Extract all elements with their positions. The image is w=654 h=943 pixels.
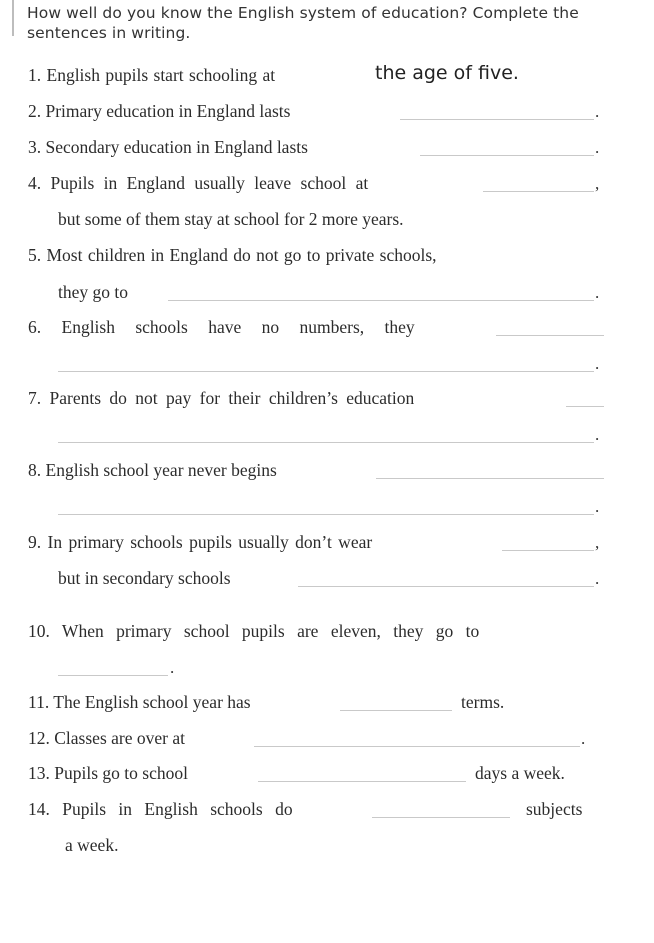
item-11-after-text: terms. <box>461 692 505 712</box>
item-5-punct: . <box>595 283 600 302</box>
item-6-line-2 <box>28 351 628 375</box>
item-6 <box>28 315 628 339</box>
item-13 <box>28 761 628 785</box>
item-5 <box>28 243 628 267</box>
item-7-answer-blank-2[interactable] <box>58 442 594 443</box>
item-6-answer-blank-1[interactable] <box>496 335 604 336</box>
item-14 <box>28 797 628 821</box>
item-10-text: 10. When primary school pupils are eleven, they go to <box>28 621 480 641</box>
item-5-text: 5. Most children in England do not go to private schools, <box>28 245 437 265</box>
item-9-text: 9. In primary schools pupils usually don’t wear <box>28 532 373 552</box>
item-12-text: 12. Classes are over at <box>28 728 185 748</box>
margin-bar <box>12 0 14 36</box>
item-4-continuation <box>58 207 654 231</box>
item-8-answer-blank-1[interactable] <box>376 478 604 479</box>
item-11-answer-blank[interactable] <box>340 710 452 711</box>
item-8-answer-blank-2[interactable] <box>58 514 594 515</box>
item-3-punct: . <box>595 138 600 157</box>
item-12-punct: . <box>581 729 586 748</box>
item-10-punct: . <box>170 658 175 677</box>
item-14-continuation <box>65 833 654 857</box>
item-13-answer-blank[interactable] <box>258 781 466 782</box>
item-7-answer-blank-1[interactable] <box>566 406 604 407</box>
item-9-punct-2: . <box>595 569 600 588</box>
item-13-text: 13. Pupils go to school <box>28 763 188 783</box>
item-4-answer-blank[interactable] <box>483 191 594 192</box>
item-5-cont-text: they go to <box>58 282 128 302</box>
item-5-continuation <box>58 280 654 304</box>
item-8-text: 8. English school year never begins <box>28 460 277 480</box>
item-7-line-2 <box>28 422 628 446</box>
item-12 <box>28 726 628 750</box>
item-9-continuation <box>58 566 654 590</box>
item-8-punct: . <box>595 497 600 516</box>
item-9-cont-text: but in secondary schools <box>58 568 231 588</box>
item-7 <box>28 386 628 410</box>
item-8 <box>28 458 628 482</box>
item-5-answer-blank[interactable] <box>168 300 594 301</box>
item-9-punct: , <box>595 533 600 552</box>
item-4-text: 4. Pupils in England usually leave school at <box>28 173 369 193</box>
item-3 <box>28 135 628 159</box>
item-3-text: 3. Secondary education in England lasts <box>28 137 308 157</box>
item-14-answer-blank[interactable] <box>372 817 510 818</box>
item-3-answer-blank[interactable] <box>420 155 594 156</box>
item-4-cont-text: but some of them stay at school for 2 more years. <box>58 209 404 229</box>
item-1 <box>28 63 628 87</box>
item-4 <box>28 171 628 195</box>
item-6-text: 6. English schools have no numbers, they <box>28 317 415 337</box>
item-9-answer-blank-2[interactable] <box>298 586 594 587</box>
item-13-after-text: days a week. <box>475 763 565 783</box>
item-6-punct: . <box>595 354 600 373</box>
item-2 <box>28 99 628 123</box>
item-7-punct: . <box>595 425 600 444</box>
item-10-line-2 <box>28 655 628 679</box>
instruction-text: How well do you know the English system of education? Complete the sentences in writing. <box>27 4 579 42</box>
item-9-answer-blank-1[interactable] <box>502 550 594 551</box>
item-11-text: 11. The English school year has <box>28 692 251 712</box>
item-14-after-text: subjects <box>526 799 583 819</box>
item-10 <box>28 619 628 643</box>
item-1-text: 1. English pupils start schooling at <box>28 65 276 85</box>
item-14-cont-text: a week. <box>65 835 119 855</box>
item-7-text: 7. Parents do not pay for their children’s education <box>28 388 415 408</box>
item-4-punct: , <box>595 174 600 193</box>
item-6-answer-blank-2[interactable] <box>58 371 594 372</box>
item-10-answer-blank[interactable] <box>58 675 168 676</box>
item-1-handwritten-answer: the age of five. <box>375 62 519 84</box>
item-8-line-2 <box>28 494 628 518</box>
item-11 <box>28 690 628 714</box>
item-12-answer-blank[interactable] <box>254 746 580 747</box>
item-2-answer-blank[interactable] <box>400 119 594 120</box>
item-9 <box>28 530 628 554</box>
item-2-punct: . <box>595 102 600 121</box>
item-14-text: 14. Pupils in English schools do <box>28 799 293 819</box>
item-2-text: 2. Primary education in England lasts <box>28 101 291 121</box>
